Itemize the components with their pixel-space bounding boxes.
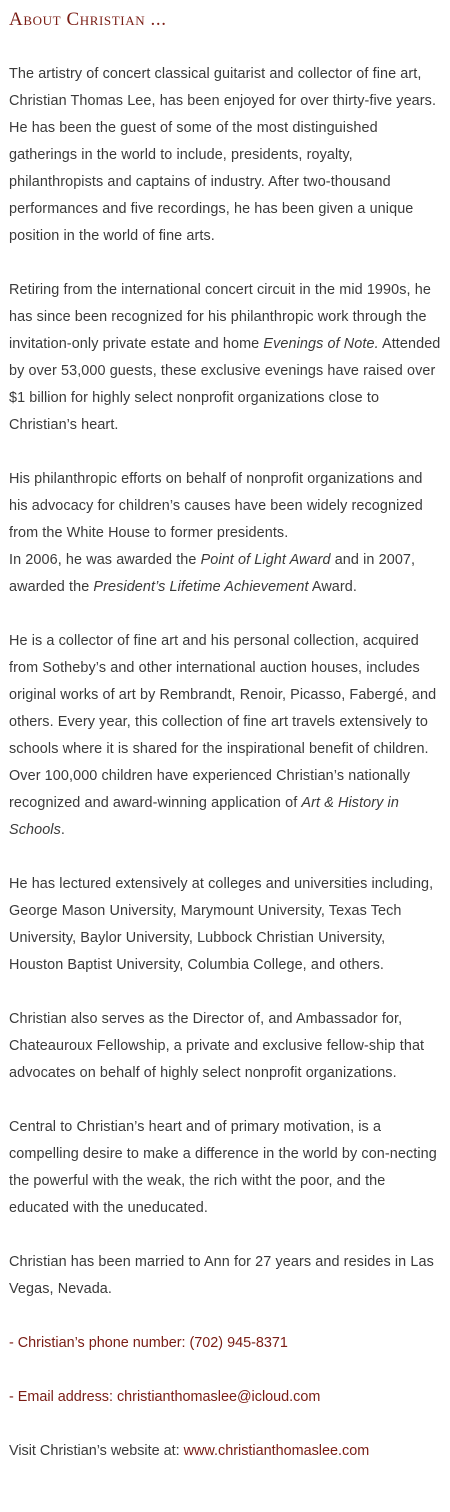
art-history-in-schools-title: Art & History in Schools <box>9 795 399 838</box>
email-address[interactable]: - Email address: christianthomaslee@icloud.com <box>9 1389 321 1405</box>
paragraph-text: and in 2007, awarded the <box>9 552 416 595</box>
phone-number[interactable]: - Christian’s phone number: (702) 945-8371 <box>9 1335 288 1351</box>
bio-paragraph-fellowship: Christian also serves as the Director of, and Ambassador for, Chateauroux Fellowship, a private and exclusive fellow-ship that advocates on behalf of highly select nonprofit organizations. <box>9 1011 425 1081</box>
paragraph-text: His philanthropic efforts on behalf of nonprofit organizations and his advocacy for children’s causes have been widely recognized from the White House to former presidents. <box>9 471 423 541</box>
paragraph-text: . <box>60 822 66 838</box>
bio-paragraph-evenings <box>9 277 442 439</box>
bio-paragraph-family: Christian has been married to Ann for 27 years and resides in Las Vegas, Nevada. <box>9 1254 434 1297</box>
bio-paragraph-awards <box>9 466 442 601</box>
website-line <box>9 1438 442 1465</box>
paragraph-text: He is a collector of fine art and his personal collection, acquired from Sotheby’s and other international auction houses, includes original works of art by Rembrandt, Renoir, Picasso, Fabergé, and others. Every year, this collection of fine art travels extensively to schools where it is shared for the inspirational benefit of children. Over 100,000 children have experienced Christian’s nationally recognized and award-winning application of <box>9 633 437 811</box>
page-title: About Christian ... <box>9 9 167 30</box>
website-label: Visit Christian’s website at: <box>9 1443 184 1459</box>
bio-paragraph-career: The artistry of concert classical guitarist and collector of fine art, Christian Thomas Lee, has been enjoyed for over thirty-five years. He has been the guest of some of the most distinguished gatherings in the world to include, presidents, royalty, philanthropists and captains of industry. After two-thousand performances and five recordings, he has been given a unique position in the world of fine arts. <box>9 66 437 244</box>
paragraph-text: Attended by over 53,000 guests, these exclusive evenings have raised over $1 billion for highly select nonprofit organizations close to Christian’s heart. <box>9 336 441 433</box>
website-link[interactable]: www.christianthomaslee.com <box>183 1443 370 1459</box>
paragraph-text: In 2006, he was awarded the <box>9 552 201 568</box>
bio-paragraph-lectures: He has lectured extensively at colleges and universities including, George Mason University, Marymount University, Texas Tech University, Baylor University, Lubbock Christian University, Houston Baptist University, Columbia College, and others. <box>9 876 434 973</box>
evenings-of-note-title: Evenings of Note. <box>263 336 379 352</box>
lifetime-achievement-award: President’s Lifetime Achievement <box>93 579 309 595</box>
paragraph-text: Award. <box>308 579 358 595</box>
point-of-light-award: Point of Light Award <box>200 552 331 568</box>
bio-paragraph-motivation: Central to Christian’s heart and of primary motivation, is a compelling desire to make a difference in the world by con-necting the powerful with the weak, the rich witht the poor, and the educated with the uneducated. <box>9 1119 437 1216</box>
paragraph-text: Retiring from the international concert circuit in the mid 1990s, he has since been recognized for his philanthropic work through the invitation-only private estate and home <box>9 282 431 352</box>
bio-paragraph-art-collection <box>9 628 442 844</box>
